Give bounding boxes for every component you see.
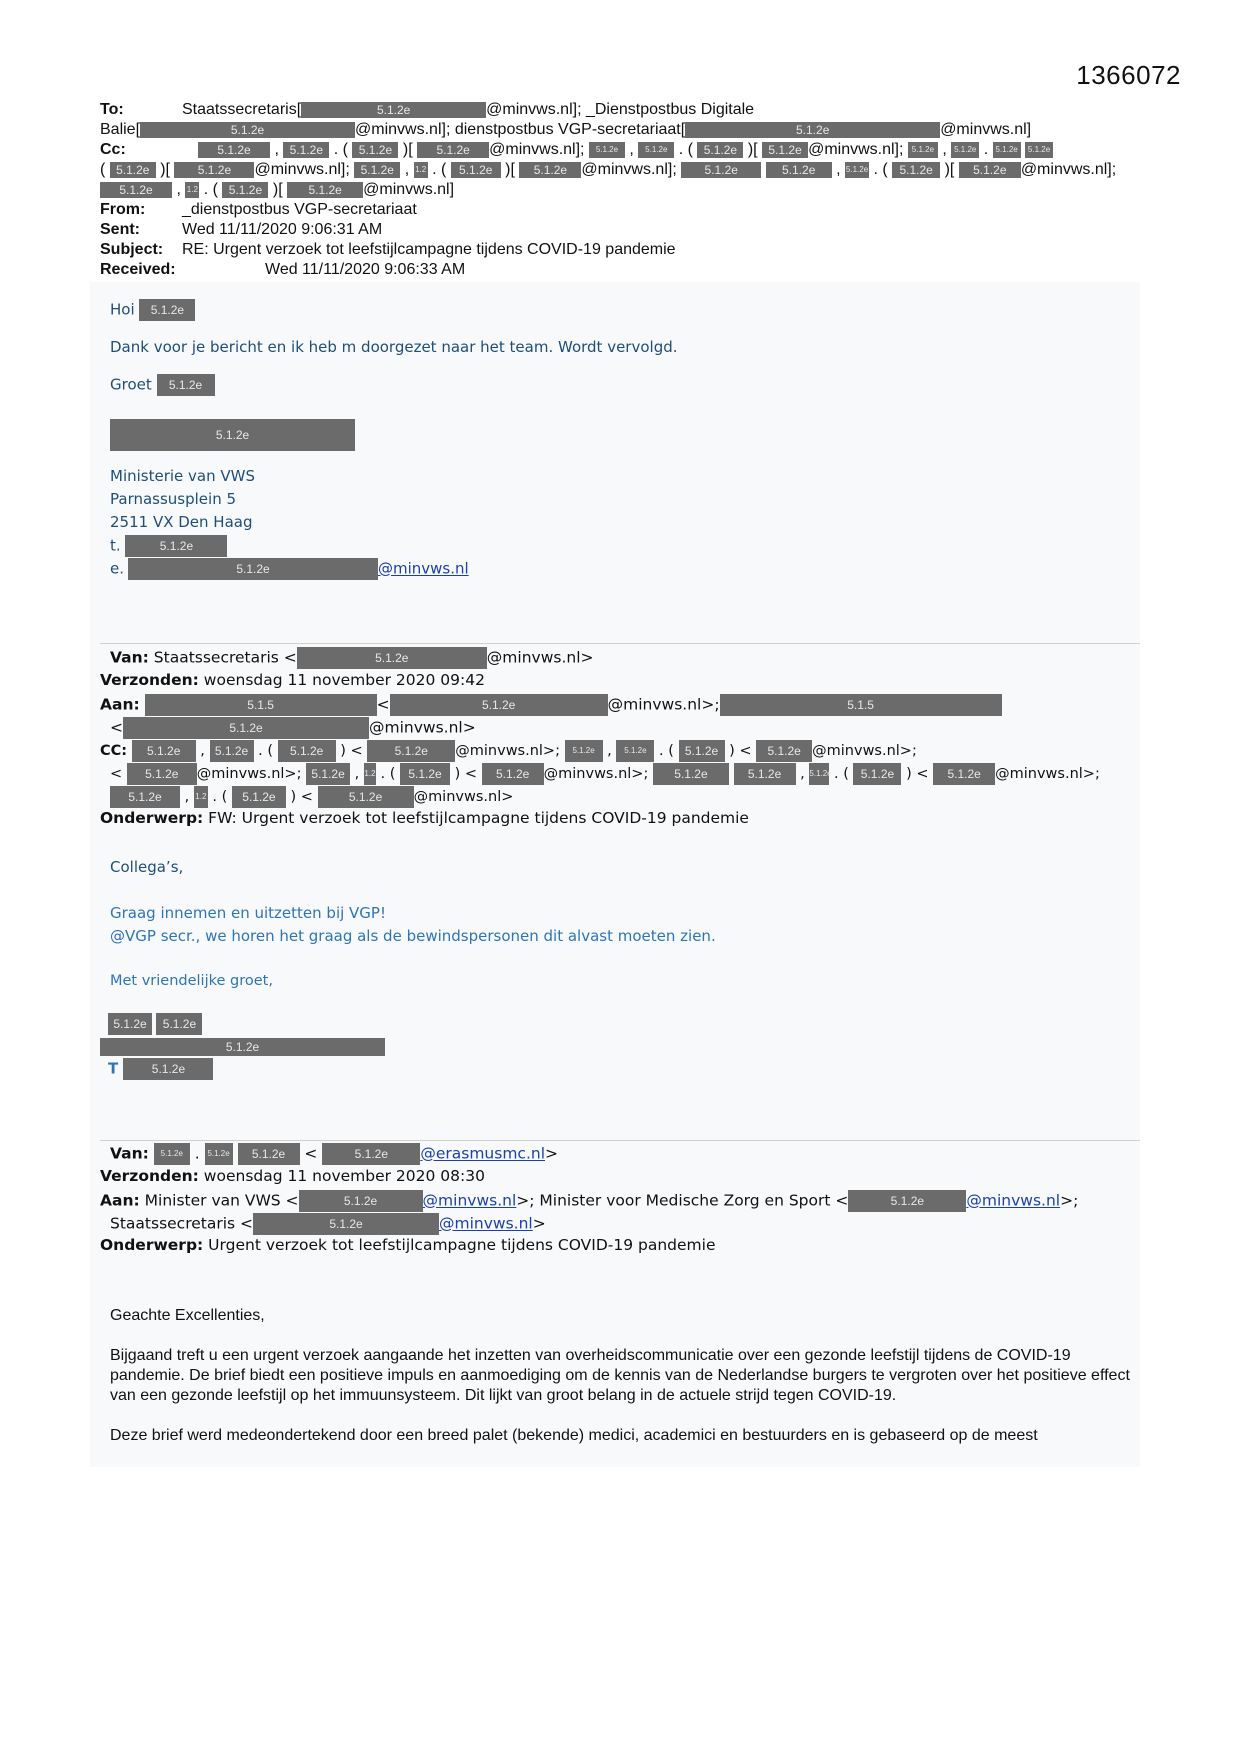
redaction: 5.1.2e (848, 1190, 966, 1212)
email-link[interactable]: @erasmusmc.nl (420, 1144, 546, 1163)
from-label: From: (100, 201, 146, 218)
redaction: 5.1.2e (685, 122, 940, 138)
redaction: 5.1.2e (589, 142, 625, 158)
redaction: 5.1.2e (132, 740, 196, 762)
redaction: 5.1.2e (853, 763, 901, 785)
redaction: 1.2 (185, 182, 199, 198)
message-body (90, 282, 1140, 1467)
redaction: 5.1.2e (232, 786, 286, 808)
redaction: 5.1.2e (139, 299, 195, 321)
sent-label: Sent: (100, 221, 140, 238)
cc-row-continued: ( 5.1.2e )[ 5.1.2e @minvws.nl]; 5.1.2e , 1.2 . ( 5.1.2e )[ 5.1.2e @minvws.nl]; 5.1.2e 5.1.2e , 5.1.2e . ( 5.1.2e )[ 5.1.2e @minvws.nl]; (100, 161, 1117, 178)
to-recipient: @minvws.nl]; _Dienstpostbus Digitale (486, 101, 755, 118)
redaction: 5.1.2e (299, 1190, 423, 1212)
redaction: 5.1.2e (959, 162, 1021, 178)
redaction: 5.1.2e (697, 142, 743, 158)
subject-value: RE: Urgent verzoek tot leefstijlcampagne tijdens COVID-19 pandemie (182, 241, 676, 258)
redaction: 5.1.2e (128, 558, 378, 580)
redaction: 5.1.2e (140, 122, 355, 138)
redaction: 5.1.2e (400, 763, 450, 785)
redaction: 5.1.2e (616, 740, 654, 762)
email-link[interactable]: @minvws.nl (439, 1214, 533, 1233)
redaction: 5.1.2e (198, 142, 270, 158)
redaction: 5.1.2e (318, 786, 414, 808)
redaction: 1.2 (414, 162, 428, 178)
fwd1-signature-name (108, 1013, 202, 1035)
email-link[interactable]: @minvws.nl (378, 559, 469, 578)
fwd2-paragraph-1: Bijgaand treft u een urgent verzoek aangaande het inzetten van overheidscommunicatie over een gezonde leefstijl tijdens de COVID-19 pandemie. De brief biedt een positieve impuls en aanmoediging om de kennis van de Nederlandse burgers te vergroten over het positieve effect van een gezonde leefstijl op het immuunsysteem. Dit lijkt van groot belang in de actuele strijd tegen COVID-19. (110, 1347, 1130, 1404)
redaction: 5.1.2e (762, 142, 808, 158)
redaction: 5.1.2e (157, 374, 215, 396)
redaction: 5.1.5 (720, 694, 1002, 716)
redaction: 5.1.2e (390, 694, 608, 716)
fwd1-subject-row: Onderwerp: FW: Urgent verzoek tot leefstijlcampagne tijdens COVID-19 pandemie (100, 809, 749, 827)
redaction: 5.1.2e (100, 1038, 385, 1056)
to-recipient: @minvws.nl]; dienstpostbus VGP-secretariaat[ (355, 121, 686, 138)
reply-closing: Groet 5.1.2e (110, 374, 215, 396)
redaction: 5.1.2e (301, 102, 486, 118)
fwd1-to-row-continued: < 5.1.2e @minvws.nl> (110, 717, 476, 739)
fwd1-cc-row-continued: < 5.1.2e @minvws.nl>; 5.1.2e , 1.2 . ( 5.1.2e ) < 5.1.2e @minvws.nl>; 5.1.2e 5.1.2e , 5.1.2e . ( 5.1.2e ) < 5.1.2e @minvws.nl>; (110, 763, 1100, 785)
cc-recipient: @minvws.nl]; (1020, 161, 1117, 178)
fwd1-greeting: Collega’s, (110, 858, 184, 876)
received-label: Received: (100, 261, 176, 278)
redaction: 5.1.2e (565, 740, 603, 762)
to-row-continued (100, 120, 1140, 140)
redaction: 5.1.2e (1025, 142, 1053, 158)
fwd1-line1: Graag innemen en uitzetten bij VGP! (110, 904, 386, 922)
received-value: Wed 11/11/2020 9:06:33 AM (265, 261, 466, 278)
redaction: 5.1.2e (108, 1013, 152, 1035)
redaction: 5.1.2e (809, 763, 829, 785)
fwd2-to-row: Aan: Minister van VWS < 5.1.2e @minvws.nl>; Minister voor Medische Zorg en Sport < 5.1.2e @minvws.nl>; (100, 1190, 1078, 1212)
redaction: 5.1.2e (174, 162, 254, 178)
email-link[interactable]: @minvws.nl (966, 1191, 1061, 1210)
signature-email: e. 5.1.2e @minvws.nl (110, 558, 469, 580)
redaction: 5.1.2e (306, 763, 350, 785)
fwd1-cc-row-continued: 5.1.2e , 1.2 . ( 5.1.2e ) < 5.1.2e @minvws.nl> (110, 786, 513, 808)
redaction: 5.1.2e (110, 786, 180, 808)
sent-row (100, 220, 1140, 240)
fwd2-sent-row: Verzonden: woensdag 11 november 2020 08:30 (100, 1167, 485, 1185)
signature-phone: t. 5.1.2e (110, 535, 227, 557)
cc-label: Cc: (100, 141, 126, 158)
redaction: 5.1.2e (283, 142, 329, 158)
redaction: 1.2 (194, 786, 208, 808)
redaction: 5.1.2e (681, 162, 761, 178)
redaction: 5.1.2e (482, 763, 544, 785)
redaction: 5.1.2e (238, 1143, 300, 1165)
fwd2-salutation: Geachte Excellenties, (110, 1307, 265, 1324)
redaction: 5.1.2e (205, 1143, 233, 1165)
redaction: 5.1.2e (679, 740, 725, 762)
fwd1-from-row: Van: Staatssecretaris < 5.1.2e @minvws.nl> (110, 647, 594, 669)
redaction: 5.1.2e (253, 1213, 439, 1235)
fwd1-sent-row: Verzonden: woensdag 11 november 2020 09:42 (100, 671, 485, 689)
sent-value: Wed 11/11/2020 9:06:31 AM (182, 221, 383, 238)
redaction: 5.1.5 (145, 694, 377, 716)
cc-recipient: @minvws.nl]; (254, 161, 350, 178)
cc-recipient: @minvws.nl]; (808, 141, 904, 158)
redaction: 5.1.2e (154, 1143, 190, 1165)
redaction: 5.1.2e (734, 763, 796, 785)
redaction: 5.1.2e (354, 162, 400, 178)
signature-street: Parnassusplein 5 (110, 490, 237, 508)
redaction: 5.1.2e (519, 162, 581, 178)
redaction: 5.1.2e (993, 142, 1021, 158)
email-link[interactable]: @minvws.nl (422, 1191, 517, 1210)
redaction: 5.1.2e (933, 763, 995, 785)
to-recipient: @minvws.nl] (940, 121, 1032, 138)
redaction: 5.1.2e (156, 1013, 202, 1035)
redaction: 5.1.2e (352, 142, 398, 158)
subject-row (100, 240, 1140, 260)
redaction: 5.1.2e (451, 162, 501, 178)
from-value: _dienstpostbus VGP-secretariaat (182, 201, 417, 218)
fwd1-phone: T 5.1.2e (108, 1058, 213, 1080)
fwd2-subject-row: Onderwerp: Urgent verzoek tot leefstijlcampagne tijdens COVID-19 pandemie (100, 1236, 716, 1254)
reply-text: Dank voor je bericht en ik heb m doorgezet naar het team. Wordt vervolgd. (110, 338, 678, 356)
redaction: 5.1.2e (287, 182, 363, 198)
redaction: 5.1.2e (908, 142, 938, 158)
redaction: 5.1.2e (278, 740, 336, 762)
redaction: 5.1.2e (638, 142, 674, 158)
subject-label: Subject: (100, 241, 164, 258)
received-row (100, 260, 1140, 280)
reply-greeting: Hoi 5.1.2e (110, 299, 195, 321)
redaction: 5.1.2e (653, 763, 729, 785)
redaction: 5.1.2e (125, 535, 227, 557)
redaction: 5.1.2e (123, 717, 369, 739)
redaction: 5.1.2e (210, 740, 254, 762)
document-number: 1366072 (1076, 60, 1181, 90)
redaction: 5.1.2e (123, 1058, 213, 1080)
redaction: 5.1.2e (222, 182, 268, 198)
to-recipient: Balie[ (100, 121, 141, 138)
redaction: 5.1.2e (845, 162, 869, 178)
redaction: 5.1.2e (417, 142, 489, 158)
separator (100, 643, 1140, 644)
to-label: To: (100, 101, 124, 118)
fwd2-paragraph-2: Deze brief werd medeondertekend door een breed palet (bekende) medici, academici en bestuurders en is gebaseerd op de meest (110, 1427, 1038, 1444)
fwd1-closing: Met vriendelijke groet, (110, 973, 273, 989)
cc-row-continued: 5.1.2e , 1.2 . ( 5.1.2e )[ 5.1.2e @minvws.nl] (100, 180, 1140, 200)
redaction: 5.1.2e (100, 182, 172, 198)
redaction: 5.1.2e (766, 162, 832, 178)
to-row (100, 100, 1140, 120)
redaction: 5.1.2e (110, 162, 156, 178)
redaction: 5.1.2e (756, 740, 812, 762)
redaction: 5.1.2e (322, 1143, 420, 1165)
fwd2-to-row-continued: Staatssecretaris < 5.1.2e @minvws.nl> (110, 1213, 546, 1235)
redaction: 5.1.2e (951, 142, 979, 158)
fwd1-line2: @VGP secr., we horen het graag als de bewindspersonen dit alvast moeten zien. (110, 927, 716, 945)
signature-city: 2511 VX Den Haag (110, 513, 253, 531)
cc-row: Cc: 5.1.2e , 5.1.2e . ( 5.1.2e )[ 5.1.2e @minvws.nl]; 5.1.2e , 5.1.2e . ( 5.1.2e )[ 5.1.2e @minvws.nl]; 5.1.2e , 5.1.2e . 5.1.2e 5.1.2e (100, 140, 1140, 160)
redaction: 5.1.2e (297, 647, 487, 669)
email-header (100, 100, 1140, 280)
from-row (100, 200, 1140, 220)
signature-org: Ministerie van VWS (110, 467, 255, 485)
fwd2-from-row: Van: 5.1.2e . 5.1.2e 5.1.2e < 5.1.2e @erasmusmc.nl> (110, 1143, 558, 1165)
to-recipient: Staatssecretaris[ (182, 101, 302, 118)
cc-recipient: @minvws.nl]; (581, 161, 677, 178)
fwd1-to-row: Aan: 5.1.5 < 5.1.2e @minvws.nl>; 5.1.5 (100, 694, 1002, 716)
redaction: 5.1.2e (367, 740, 455, 762)
fwd1-cc-row: CC: 5.1.2e , 5.1.2e . ( 5.1.2e ) < 5.1.2e @minvws.nl>; 5.1.2e , 5.1.2e . ( 5.1.2e ) < 5.1.2e @minvws.nl>; (100, 740, 917, 762)
redaction: 5.1.2e (127, 763, 197, 785)
redaction: 1.2 (364, 763, 376, 785)
signature-name-redaction: 5.1.2e (110, 419, 355, 451)
cc-recipient: @minvws.nl] (363, 181, 455, 198)
cc-recipient: @minvws.nl]; (489, 141, 585, 158)
redaction: 5.1.2e (892, 162, 940, 178)
separator (100, 1140, 1140, 1141)
